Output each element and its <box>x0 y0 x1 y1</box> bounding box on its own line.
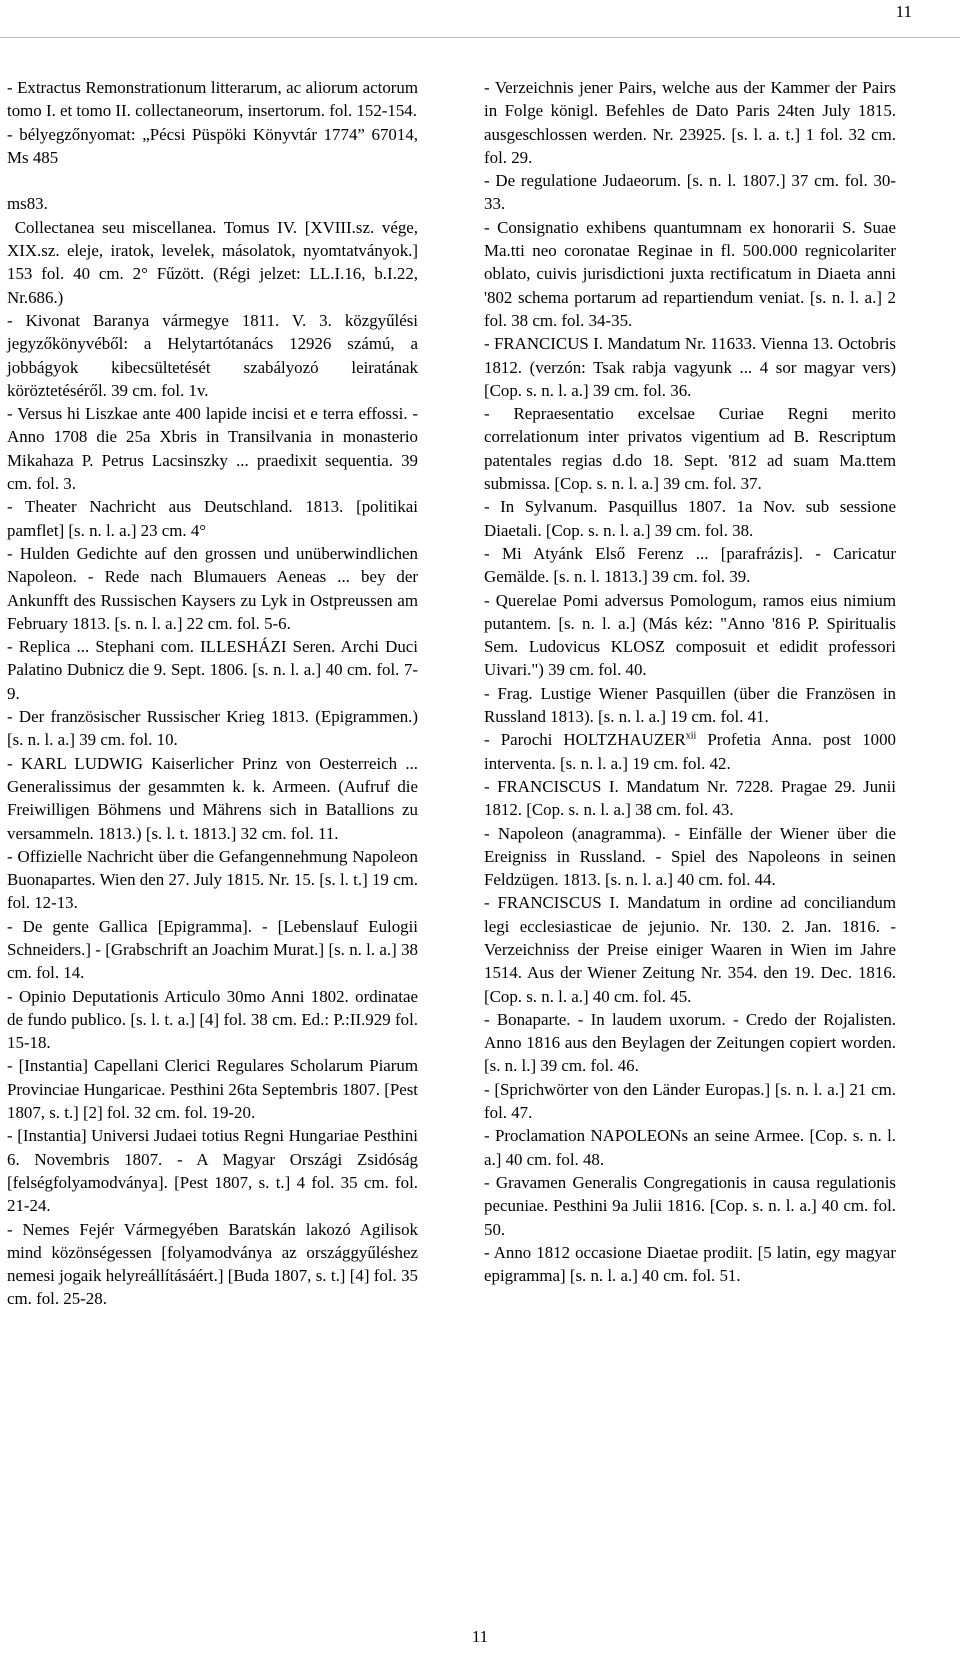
footnote-superscript: xii <box>685 730 697 742</box>
left-column <box>7 76 423 1311</box>
entry: - Napoleon (anagramma). - Einfälle der Wiener über die Ereigniss in Russland. - Spiel des Napoleons in seinen Feldzügen. 1813. [s. n. l. a.] 40 cm. fol. 44. <box>484 823 896 890</box>
entry: - Theater Nachricht aus Deutschland. 1813. [politikai pamflet] [s. n. l. a.] 23 cm. 4° <box>7 497 418 540</box>
entry: - Verzeichnis jener Pairs, welche aus der Kammer der Pairs in Folge königl. Befehles de Dato Paris 24ten July 1815. ausgeschlossen werden. Nr. 23925. [s. l. a. t.] 1 fol. 32 cm. fol. 29. <box>484 78 896 167</box>
header-rule <box>0 37 960 38</box>
entry: - [Sprichwörter von den Länder Europas.] [s. n. l. a.] 21 cm. fol. 47. <box>484 1079 896 1123</box>
entry: - Der französischer Russischer Krieg 1813. (Epigrammen.) [s. n. l. a.] 39 cm. fol. 10. <box>7 707 418 750</box>
entry: - Versus hi Liszkae ante 400 lapide incisi et e terra effossi. - Anno 1708 die 25a Xbris in Transilvania in monasterio Mikahaza P. Petrus Lacsinszky ... praedixit sequentia. 39 cm. fol. 3. <box>7 404 418 494</box>
entry: - Bonaparte. - In laudem uxorum. - Credo der Rojalisten. Anno 1816 aus den Beylagen der Zeitungen copiert worden. [s. n. l.] 39 cm. fol. 46. <box>484 1009 896 1076</box>
entry: - Repraesentatio excelsae Curiae Regni merito correlationum inter privatos vigentium ad B. Rescriptum patentales regias d.do 18. Sept. '812 ad suam Ma.ttem submissa. [Cop. s. n. l. a.] 39 cm. fol. 37. <box>484 404 896 494</box>
entry: - In Sylvanum. Pasquillus 1807. 1a Nov. sub sessione Diaetali. [Cop. s. n. l. a.] 39 cm. fol. 38. <box>484 497 896 540</box>
entry: - De regulatione Judaeorum. [s. n. l. 1807.] 37 cm. fol. 30-33. <box>484 171 896 214</box>
right-column <box>484 76 896 1287</box>
entry: - Anno 1812 occasione Diaetae prodiit. [5 latin, egy magyar epigramma] [s. n. l. a.] 40 cm. fol. 51. <box>484 1242 896 1286</box>
entry <box>484 728 896 775</box>
entry: - Extractus Remonstrationum litterarum, ac aliorum actorum tomo I. et tomo II. collectaneorum, insertorum. fol. 152-154. <box>7 78 418 121</box>
entry: - Kivonat Baranya vármegye 1811. V. 3. közgyűlési jegyzőkönyvéből: a Helytartótanács 12926 számú, a jobbágyok kibecsültetését szabályozó leiratának köröztetéséről. 39 cm. fol. 1v. <box>7 310 418 400</box>
entry: - KARL LUDWIG Kaiserlicher Prinz von Oesterreich ... Generalissimus der gesammten k. k. Armeen. (Aufruf die Freiwilligen Böhmens und Mährens sich in Batallions zu versammeln. 1813.) [s. l. t. 1813.] 32 cm. fol. 11. <box>7 753 418 843</box>
entry: Collectanea seu miscellanea. Tomus IV. [XVIII.sz. vége, XIX.sz. eleje, iratok, levelek, másolatok, nyomtatványok.] 153 fol. 40 cm. 2° Fűzött. (Régi jelzet: LL.I.16, b.I.22, Nr.686.) <box>7 217 423 307</box>
entry: - Gravamen Generalis Congregationis in causa regulationis pecuniae. Pesthini 9a Julii 1816. [Cop. s. n. l. a.] 40 cm. fol. 50. <box>484 1172 896 1239</box>
entry: ms83. <box>7 194 48 214</box>
entry: - Offizielle Nachricht über die Gefangennehmung Napoleon Buonapartes. Wien den 27. July 1815. Nr. 15. [s. l. t.] 19 cm. fol. 12-13. <box>7 846 418 913</box>
entry: - [Instantia] Capellani Clerici Regulares Scholarum Piarum Provinciae Hungaricae. Pesthini 26ta Septembris 1807. [Pest 1807, s. t.] [2] fol. 32 cm. fol. 19-20. <box>7 1056 418 1123</box>
entry: - Hulden Gedichte auf den grossen und unüberwindlichen Napoleon. - Rede nach Blumauers Aeneas ... bey der Ankunfft des Russischen Kaysers zu Lyk in Ostpreussen am February 1813. [s. n. l. a.] 22 cm. fol. 5-6. <box>7 543 418 633</box>
entry: - bélyegzőnyomat: „Pécsi Püspöki Könyvtár 1774” 67014, Ms 485 <box>7 124 418 167</box>
entry: - Mi Atyánk Első Ferenz ... [parafrázis]. - Caricatur Gemälde. [s. n. l. 1813.] 39 cm. fol. 39. <box>484 543 896 587</box>
entry: - Replica ... Stephani com. ILLESHÁZI Seren. Archi Duci Palatino Dubnicz die 9. Sept. 1806. [s. n. l. a.] 40 cm. fol. 7-9. <box>7 637 418 703</box>
page-number-top: 11 <box>895 2 912 21</box>
entry: - Consignatio exhibens quantumnam ex honorarii S. Suae Ma.tti neo coronatae Reginae in fl. 500.000 regnicolariter oblato, cuivis jurisdictioni juxta rectificatum in Diaeta anni '802 schema portarum ad repartiendum veniat. [s. n. l. a.] 2 fol. 38 cm. fol. 34-35. <box>484 217 896 330</box>
entry-text-before: - Parochi HOLTZHAUZER <box>484 730 686 750</box>
entry: - Nemes Fejér Vármegyében Baratskán lakozó Agilisok mind közönségessen [folyamodványa az országgyűléshez nemesi jogaik helyreállításáért.] [Buda 1807, s. t.] [4] fol. 35 cm. fol. 25-28. <box>7 1219 418 1309</box>
page-number-bottom: 11 <box>471 1627 489 1646</box>
entry: - FRANCISCUS I. Mandatum in ordine ad conciliandum legi ecclesiasticae de jejunio. Nr. 130. 2. Jan. 1816. - Verzeichniss der Preise einiger Waaren in Wien im Jahre 1514. Aus der Wiener Zeitung Nr. 354. den 19. Dec. 1816. [Cop. s. n. l. a.] 40 cm. fol. 45. <box>484 893 896 1006</box>
entry: - De gente Gallica [Epigramma]. - [Lebenslauf Eulogii Schneiders.] - [Grabschrift an Joachim Murat.] [s. n. l. a.] 38 cm. fol. 14. <box>7 916 418 983</box>
entry: - FRANCICUS I. Mandatum Nr. 11633. Vienna 13. Octobris 1812. (verzón: Tsak rabja vagyunk ... 4 sor magyar vers) [Cop. s. n. l. a.] 39 cm. fol. 36. <box>484 334 896 400</box>
entry: - Frag. Lustige Wiener Pasquillen (über die Französen in Russland 1813). [s. n. l. a.] 19 cm. fol. 41. <box>484 683 896 727</box>
entry: - Proclamation NAPOLEONs an seine Armee. [Cop. s. n. l. a.] 40 cm. fol. 48. <box>484 1126 896 1169</box>
entry: - [Instantia] Universi Judaei totius Regni Hungariae Pesthini 6. Novembris 1807. - A Magyar Országi Zsidóság [felségfolyamodványa]. [Pest 1807, s. t.] 4 fol. 35 cm. fol. 21-24. <box>7 1126 418 1216</box>
entry-text-after: Profetia Anna. post 1000 interventa. [s. n. l. a.] 19 cm. fol. 42. <box>484 730 896 773</box>
entry: - FRANCISCUS I. Mandatum Nr. 7228. Pragae 29. Junii 1812. [Cop. s. n. l. a.] 38 cm. fol. 43. <box>484 776 896 820</box>
entry: - Querelae Pomi adversus Pomologum, ramos eius nimium putantem. [s. n. l. a.] (Más kéz: "Anno '816 P. Spiritualis Sem. Ludovicus KLOSZ composuit et edidit professori Uivari.") 39 cm. fol. 40. <box>484 590 896 680</box>
entry: - Opinio Deputationis Articulo 30mo Anni 1802. ordinatae de fundo publico. [s. l. t. a.] [4] fol. 38 cm. Ed.: P.:II.929 fol. 15-18. <box>7 986 418 1053</box>
